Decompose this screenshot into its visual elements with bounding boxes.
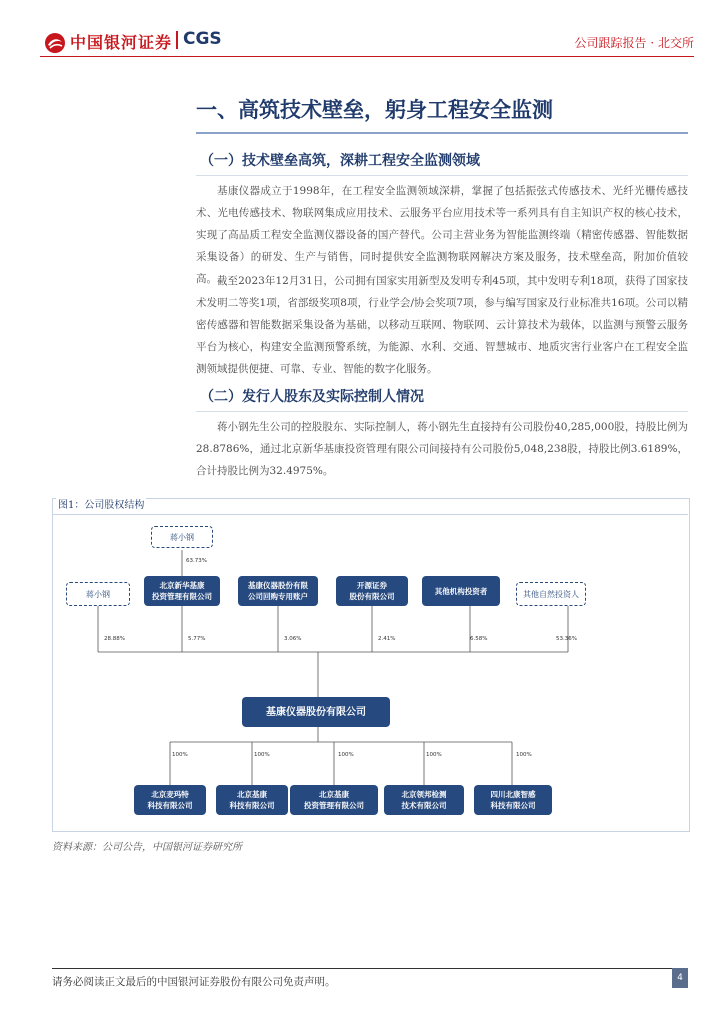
- shareholder-box-institutions: 其他机构投资者: [422, 576, 500, 606]
- paragraph-shareholders: 蒋小钢先生公司的控股股东、实际控制人，蒋小钢先生直接持有公司股份40,285,000股，持股比例为28.8786%，通过北京新华基康投资管理有限公司间接持有公司股份5,048,238股，持股比例3.6189%，合计持股比例为32.4975%。: [196, 421, 688, 477]
- controller-box: [151, 526, 213, 548]
- subsection-underline-2: [196, 411, 688, 412]
- subsection-heading-2: （二）发行人股东及实际控制人情况: [200, 389, 424, 405]
- pct-sub-2: 100%: [254, 752, 270, 758]
- pct-sub-5: 100%: [516, 752, 532, 758]
- subsidiary-box-jikang-tech: 北京基康 科技有限公司: [216, 785, 288, 815]
- subsection-underline-1: [196, 175, 688, 176]
- subsection-heading-1: （一）技术壁垒高筑，深耕工程安全监测领域: [200, 153, 480, 169]
- shareholder-box-kaiyuan: 开源证券 股份有限公司: [336, 576, 408, 606]
- brand-separator: [176, 31, 178, 49]
- paragraph-patents: 截至2023年12月31日，公司拥有国家实用新型及发明专利45项，其中发明专利18项，获得了国家技术发明二等奖1项，省部级奖项8项，行业学会/协会奖项7项，参与编写国家及行业标准共16项。公司以精密传感器和智能数据采集设备为基础，以移动互联网、物联网、云计算技术为载体，以监测与预警云服务平台为核心，构建安全监测预警系统，为能源、水利、交通、智慧城市、地质灾害行业客户在工程安全监测领域提供便捷、可靠、专业、智能的数字化服务。: [196, 275, 688, 375]
- brand-abbrev: CGS: [183, 29, 222, 49]
- header-divider: [40, 56, 694, 57]
- pct-sub-3: 100%: [338, 752, 354, 758]
- pct-sub-4: 100%: [426, 752, 442, 758]
- pct-institutions: 6.58%: [470, 636, 488, 642]
- figure-title: 图1：公司股权结构: [56, 496, 146, 511]
- shareholder-label: 其他自然投资人: [523, 589, 579, 599]
- paragraph-company-intro: 基康仪器成立于1998年，在工程安全监测领域深耕，掌握了包括振弦式传感技术、光纤光栅传感技术、光电传感技术、物联网集成应用技术、云服务平台应用技术等一系列具有自主知识产权的核心技术，实现了高品质工程安全监测仪器设备的国产替代。公司主营业务为智能监测终端（精密传感器、智能数据采集设备）的研发、生产与销售，同时提供安全监测物联网解决方案及服务，技术壁垒高，附加价值较高。: [196, 185, 688, 285]
- report-type: 公司跟踪报告 · 北交所: [574, 36, 694, 50]
- pct-jiang: 28.88%: [104, 636, 125, 642]
- footer-disclaimer: 请务必阅读正文最后的中国银河证券股份有限公司免责声明。: [52, 976, 336, 988]
- controller-xinhua-pct: 63.73%: [186, 558, 207, 564]
- pct-individuals: 53.36%: [556, 636, 577, 642]
- brand-name: 中国银河证券: [70, 33, 173, 52]
- subsidiary-box-maimate: 北京麦玛特 科技有限公司: [134, 785, 206, 815]
- shareholder-box-individuals: [516, 582, 586, 606]
- section-title: 一、高筑技术壁垒，躬身工程安全监测: [196, 97, 553, 122]
- shareholder-box-xinhua: 北京新华基康 投资管理有限公司: [144, 576, 220, 606]
- subsidiary-box-lingbang: 北京领邦检测 技术有限公司: [384, 785, 464, 815]
- company-box: 基康仪器股份有限公司: [242, 697, 390, 727]
- shareholder-label: 蒋小钢: [86, 589, 110, 599]
- cgs-logo-icon: [44, 32, 66, 54]
- page-number: 4: [672, 968, 688, 988]
- equity-connector-lines: [52, 514, 688, 830]
- title-underline: [196, 132, 688, 134]
- pct-kaiyuan: 2.41%: [378, 636, 396, 642]
- figure-source: 资料来源：公司公告，中国银河证券研究所: [52, 842, 242, 853]
- pct-sub-1: 100%: [172, 752, 188, 758]
- pct-xinhua: 5.77%: [188, 636, 206, 642]
- subsidiary-box-jikang-invest: 北京基康 投资管理有限公司: [290, 785, 378, 815]
- shareholder-box-jiang: [66, 582, 130, 606]
- shareholder-box-buyback: 基康仪器股份有限 公司回购专用账户: [238, 576, 318, 606]
- pct-buyback: 3.06%: [284, 636, 302, 642]
- controller-name: 蒋小钢: [170, 532, 194, 542]
- footer-divider: [52, 968, 688, 969]
- subsidiary-box-sichuan: 四川北康智感 科技有限公司: [474, 785, 552, 815]
